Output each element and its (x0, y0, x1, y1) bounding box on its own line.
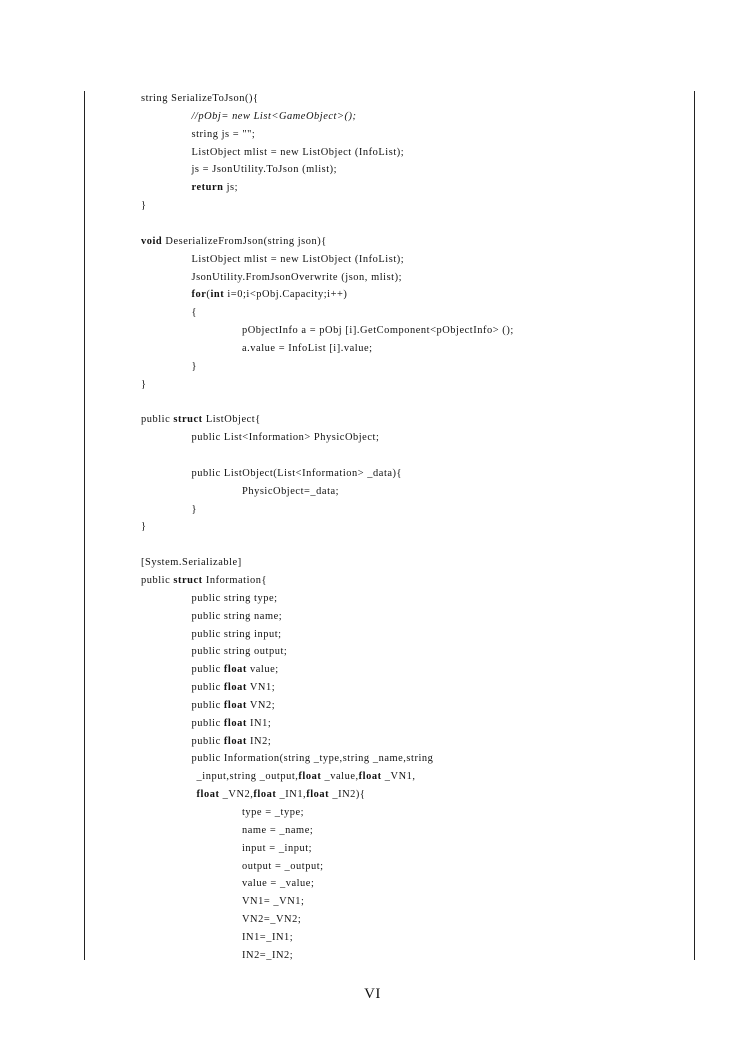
code-line (192, 468, 403, 480)
code-line (141, 379, 147, 391)
code-text: [System.Serializable] (141, 557, 242, 569)
code-line (242, 896, 304, 908)
code-text: i=0;i<pObj.Capacity;i++) (224, 289, 348, 301)
code-text: } (141, 521, 147, 533)
code-keyword: float (306, 789, 330, 801)
code-text: ListObject mlist = new ListObject (InfoList); (191, 146, 405, 158)
code-keyword: int (210, 289, 225, 301)
code-text: ListObject mlist = new ListObject (InfoList); (191, 253, 405, 265)
code-line (242, 932, 293, 944)
code-text: VN2=_VN2; (242, 914, 302, 926)
code-text: IN1; (246, 717, 272, 729)
code-line (242, 878, 314, 890)
code-text: public ListObject(List<Information> _data){ (191, 467, 403, 479)
code-line (192, 307, 198, 319)
code-text: public (191, 682, 224, 694)
code-keyword: return (191, 182, 224, 194)
code-line (242, 325, 514, 337)
code-text: public Information(string _type,string _name,string (191, 753, 434, 765)
code-line (192, 629, 282, 641)
code-comment: //pObj= new List<GameObject>(); (191, 110, 357, 122)
code-line (192, 164, 338, 176)
code-text: _IN2){ (329, 789, 366, 801)
code-text: _IN1, (276, 789, 307, 801)
code-keyword: float (358, 771, 382, 783)
code-keyword: float (223, 664, 247, 676)
code-text: VN2; (246, 699, 276, 711)
code-line (242, 807, 304, 819)
code-text: string js = ""; (191, 128, 256, 140)
code-text: PhysicObject=_data; (242, 485, 340, 497)
code-text: name = _name; (242, 824, 314, 836)
code-text: public (191, 717, 224, 729)
code-text: IN1=_IN1; (242, 931, 294, 943)
code-text: Information{ (202, 574, 268, 586)
code-text: DeserializeFromJson(string json){ (162, 235, 327, 247)
code-text: } (141, 378, 147, 390)
code-text: value; (246, 664, 279, 676)
code-text: value = _value; (242, 878, 315, 890)
code-keyword: struct (173, 414, 203, 426)
code-text: pObjectInfo a = pObj [i].GetComponent<pObjectInfo> (); (242, 325, 514, 337)
code-line (242, 914, 301, 926)
code-line (192, 432, 380, 444)
code-text: public (141, 414, 174, 426)
code-keyword: float (223, 735, 247, 747)
code-line (192, 718, 272, 730)
code-text: public (141, 574, 174, 586)
code-line (197, 789, 366, 801)
code-keyword: float (223, 717, 247, 729)
code-line (141, 93, 259, 105)
code-line (242, 843, 312, 855)
code-line (197, 771, 416, 783)
code-line (192, 504, 198, 516)
code-text: public (191, 699, 224, 711)
code-text: js = JsonUtility.ToJson (mlist); (191, 164, 338, 176)
code-line (141, 414, 261, 426)
code-text: string SerializeToJson(){ (141, 93, 259, 104)
code-line (141, 236, 327, 248)
code-text: public List<Information> PhysicObject; (191, 432, 380, 444)
right-frame-border (694, 91, 695, 960)
code-keyword: float (196, 789, 220, 801)
code-line (192, 272, 403, 284)
code-text: input = _input; (242, 842, 313, 854)
code-line (242, 486, 339, 498)
code-keyword: float (223, 682, 247, 694)
code-line (242, 825, 313, 837)
code-line (141, 575, 267, 587)
code-text: { (191, 307, 198, 319)
code-line (192, 182, 239, 194)
code-line (141, 200, 147, 212)
code-line (192, 361, 198, 373)
code-text: public (191, 664, 224, 676)
code-text: VN1; (246, 682, 276, 694)
code-line (242, 950, 293, 962)
code-text: a.value = InfoList [i].value; (242, 342, 373, 354)
code-line (192, 611, 283, 623)
code-text: public string input; (191, 628, 282, 640)
code-keyword: float (253, 789, 277, 801)
code-text: } (141, 200, 147, 212)
code-text: } (191, 503, 198, 515)
code-text: type = _type; (242, 807, 305, 818)
code-line (192, 254, 405, 266)
code-line (141, 557, 242, 569)
code-text: output = _output; (242, 860, 324, 872)
code-line (141, 521, 147, 533)
code-keyword: float (298, 771, 322, 783)
code-line (192, 111, 357, 123)
code-text: ListObject{ (202, 414, 261, 426)
code-line (192, 129, 256, 141)
code-keyword: for (191, 289, 207, 301)
code-text: public string type; (191, 592, 278, 604)
left-frame-border (84, 91, 85, 960)
code-line (192, 700, 276, 712)
code-line (192, 664, 279, 676)
code-text: JsonUtility.FromJsonOverwrite (json, mlist); (191, 271, 403, 283)
code-line (242, 861, 324, 873)
code-text: public string name; (191, 610, 283, 622)
code-text: _value, (321, 771, 359, 783)
code-text: _VN1, (381, 771, 416, 783)
code-text: VN1= _VN1; (242, 896, 305, 908)
page-number: VI (364, 986, 381, 1002)
code-text: _VN2, (219, 789, 254, 801)
code-keyword: void (141, 235, 163, 247)
code-line (192, 289, 348, 301)
code-line (192, 736, 272, 748)
code-text: js; (223, 182, 239, 194)
code-text: } (191, 360, 198, 372)
code-line (192, 753, 434, 765)
code-text: IN2=_IN2; (242, 949, 294, 961)
code-text: public (191, 735, 224, 747)
code-line (192, 147, 405, 159)
code-keyword: struct (173, 574, 203, 586)
code-keyword: float (223, 699, 247, 711)
code-line (192, 646, 288, 658)
code-text: public string output; (191, 646, 288, 658)
code-line (192, 682, 276, 694)
code-text: _input,string _output, (196, 771, 299, 783)
code-text: ( (206, 289, 211, 301)
code-text: IN2; (246, 735, 272, 747)
code-line (192, 593, 278, 605)
code-line (242, 343, 373, 355)
